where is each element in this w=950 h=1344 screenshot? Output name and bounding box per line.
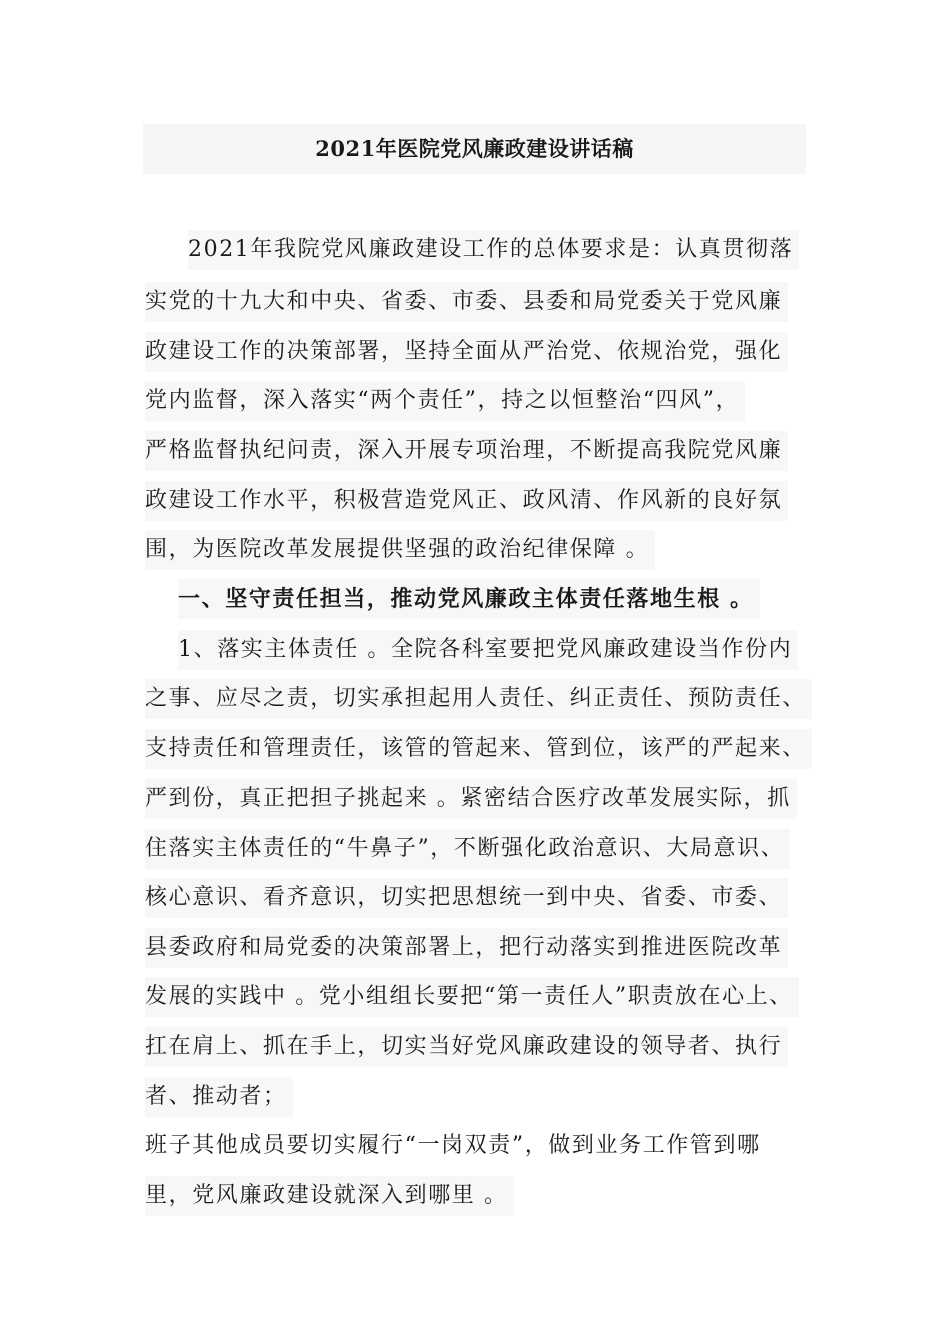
- paragraph-line: 党内监督，深入落实“两个责任”，持之以恒整治“四风”，: [145, 381, 745, 421]
- paragraph-line: 扛在肩上、抓在手上，切实当好党风廉政建设的领导者、执行: [145, 1027, 788, 1067]
- paragraph-line: 1、落实主体责任 。全院各科室要把党风廉政建设当作份内: [178, 630, 798, 670]
- paragraph-line: 班子其他成员要切实履行“一岗双责”，做到业务工作管到哪: [145, 1133, 761, 1158]
- paragraph-line: 实党的十九大和中央、省委、市委、县委和局党委关于党风廉: [145, 282, 788, 322]
- paragraph-line: 2021年我院党风廉政建设工作的总体要求是：认真贯彻落: [188, 230, 799, 270]
- section-heading: 一、坚守责任担当，推动党风廉政主体责任落地生根 。: [178, 579, 760, 619]
- paragraph-line: 县委政府和局党委的决策部署上，把行动落实到推进医院改革: [145, 928, 788, 968]
- paragraph-line: 严到份，真正把担子挑起来 。紧密结合医疗改革发展实际，抓: [145, 779, 797, 819]
- paragraph-line: 之事、应尽之责，切实承担起用人责任、纠正责任、预防责任、: [145, 679, 812, 719]
- document-title: 2021年医院党风廉政建设讲话稿: [315, 136, 634, 161]
- paragraph-line: 支持责任和管理责任，该管的管起来、管到位，该严的严起来、: [145, 729, 812, 769]
- paragraph-line: 政建设工作水平，积极营造党风正、政风清、作风新的良好氛: [145, 481, 788, 521]
- paragraph-line: 核心意识、看齐意识，切实把思想统一到中央、省委、市委、: [145, 878, 788, 918]
- paragraph-line: 住落实主体责任的“牛鼻子”，不断强化政治意识、大局意识、: [145, 829, 790, 869]
- paragraph-line: 严格监督执纪问责，深入开展专项治理，不断提高我院党风廉: [145, 431, 788, 471]
- paragraph-line: 围，为医院改革发展提供坚强的政治纪律保障 。: [145, 530, 655, 570]
- paragraph-line: 里，党风廉政建设就深入到哪里 。: [145, 1176, 514, 1216]
- paragraph-line: 政建设工作的决策部署，坚持全面从严治党、依规治党，强化: [145, 332, 788, 372]
- paragraph-line: 发展的实践中 。党小组组长要把“第一责任人”职责放在心上、: [145, 977, 799, 1017]
- paragraph-line: 者、推动者；: [145, 1077, 293, 1117]
